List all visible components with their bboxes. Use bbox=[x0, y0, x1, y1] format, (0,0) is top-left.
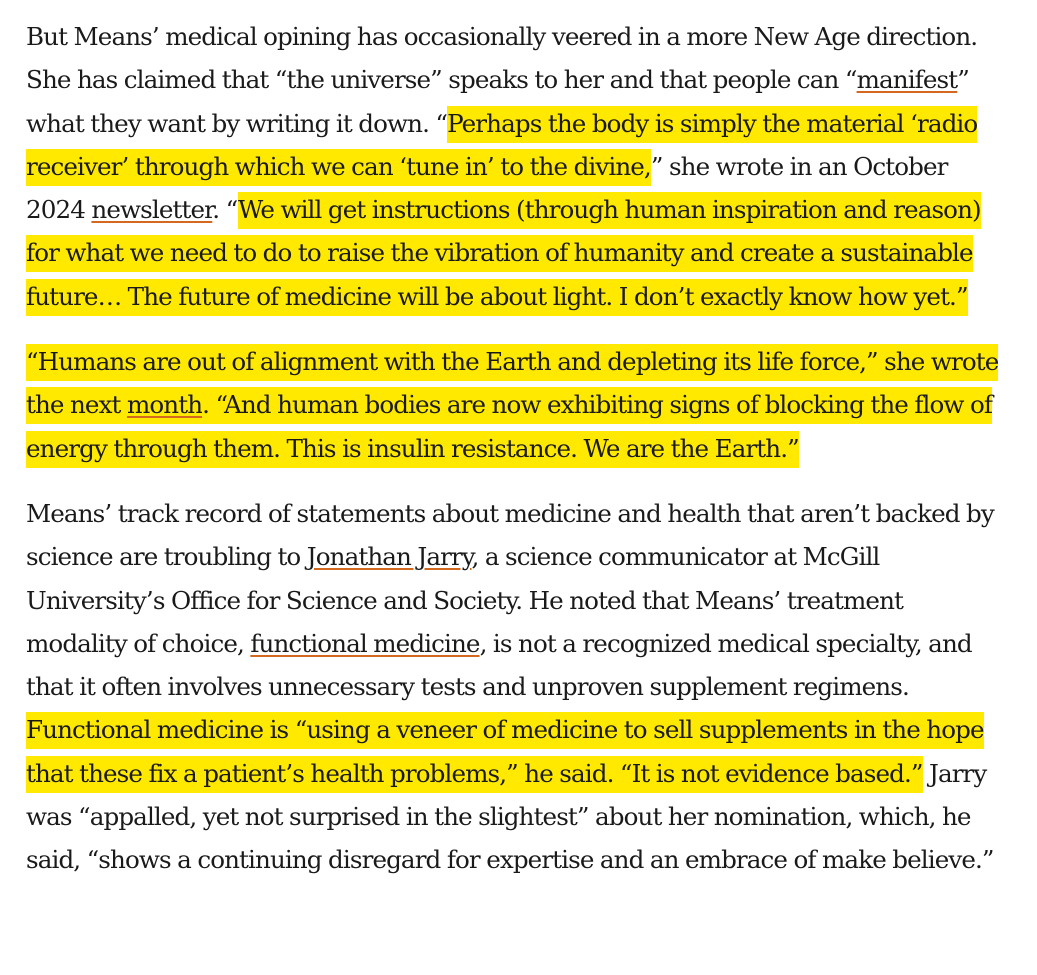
link-jonathan-jarry[interactable]: Jonathan Jarry bbox=[306, 542, 472, 572]
text-segment: ” she wrote in an October 2024 bbox=[26, 151, 948, 225]
highlight-instructions-quote: We will get instructions (through human inspiration and reason) for what we need to do to raise the vibration of humanity and create a sustainable future… The future of medicine will be about light. I don’t exactly know how yet.” bbox=[26, 192, 981, 316]
paragraph-earth-alignment bbox=[26, 340, 1009, 470]
link-manifest[interactable]: manifest bbox=[856, 65, 958, 95]
paragraph-jarry bbox=[26, 492, 1009, 882]
link-newsletter[interactable]: newsletter bbox=[91, 195, 213, 225]
highlight-veneer-quote: Functional medicine is “using a veneer of medicine to sell supplements in the hope that these fix a patient’s health problems,” he said. “It is not evidence based.” bbox=[26, 712, 984, 792]
link-month[interactable]: month bbox=[127, 387, 202, 424]
text-segment: . “ bbox=[212, 195, 238, 225]
paragraph-new-age bbox=[26, 0, 1009, 318]
text-segment: Jarry was “appalled, yet not surprised in the slightest” about her nomination, which, he said, “shows a continuing disregard for expertise and an embrace of make believe.” bbox=[26, 758, 994, 875]
link-functional-medicine[interactable]: functional medicine bbox=[250, 628, 480, 658]
text-segment: , a science communicator at McGill University’s Office for Science and Society. He noted that Means’ treatment modality of choice, bbox=[26, 542, 903, 658]
highlight-earth-quote-start: “Humans are out of alignment with the Earth and depleting its life force,” she wrote the next bbox=[26, 344, 998, 424]
text-segment: Means’ track record of statements about medicine and health that aren’t backed by science are troubling to bbox=[26, 498, 994, 572]
highlight-earth-quote-end: . “And human bodies are now exhibiting signs of blocking the flow of energy through them. This is insulin resistance. We are the Earth.” bbox=[26, 387, 992, 467]
text-segment: , is not a recognized medical specialty, and that it often involves unnecessary tests and unproven supplement regimens. bbox=[26, 628, 972, 702]
text-segment: But Means’ medical opining has occasionally veered in a more New Age direction. She has claimed that “the universe” speaks to her and that people can “ bbox=[26, 22, 978, 95]
text-segment: ” what they want by writing it down. “ bbox=[26, 65, 969, 138]
highlight-radio-receiver-quote: Perhaps the body is simply the material ‘radio receiver’ through which we can ‘tune in’ to the divine, bbox=[26, 106, 977, 186]
